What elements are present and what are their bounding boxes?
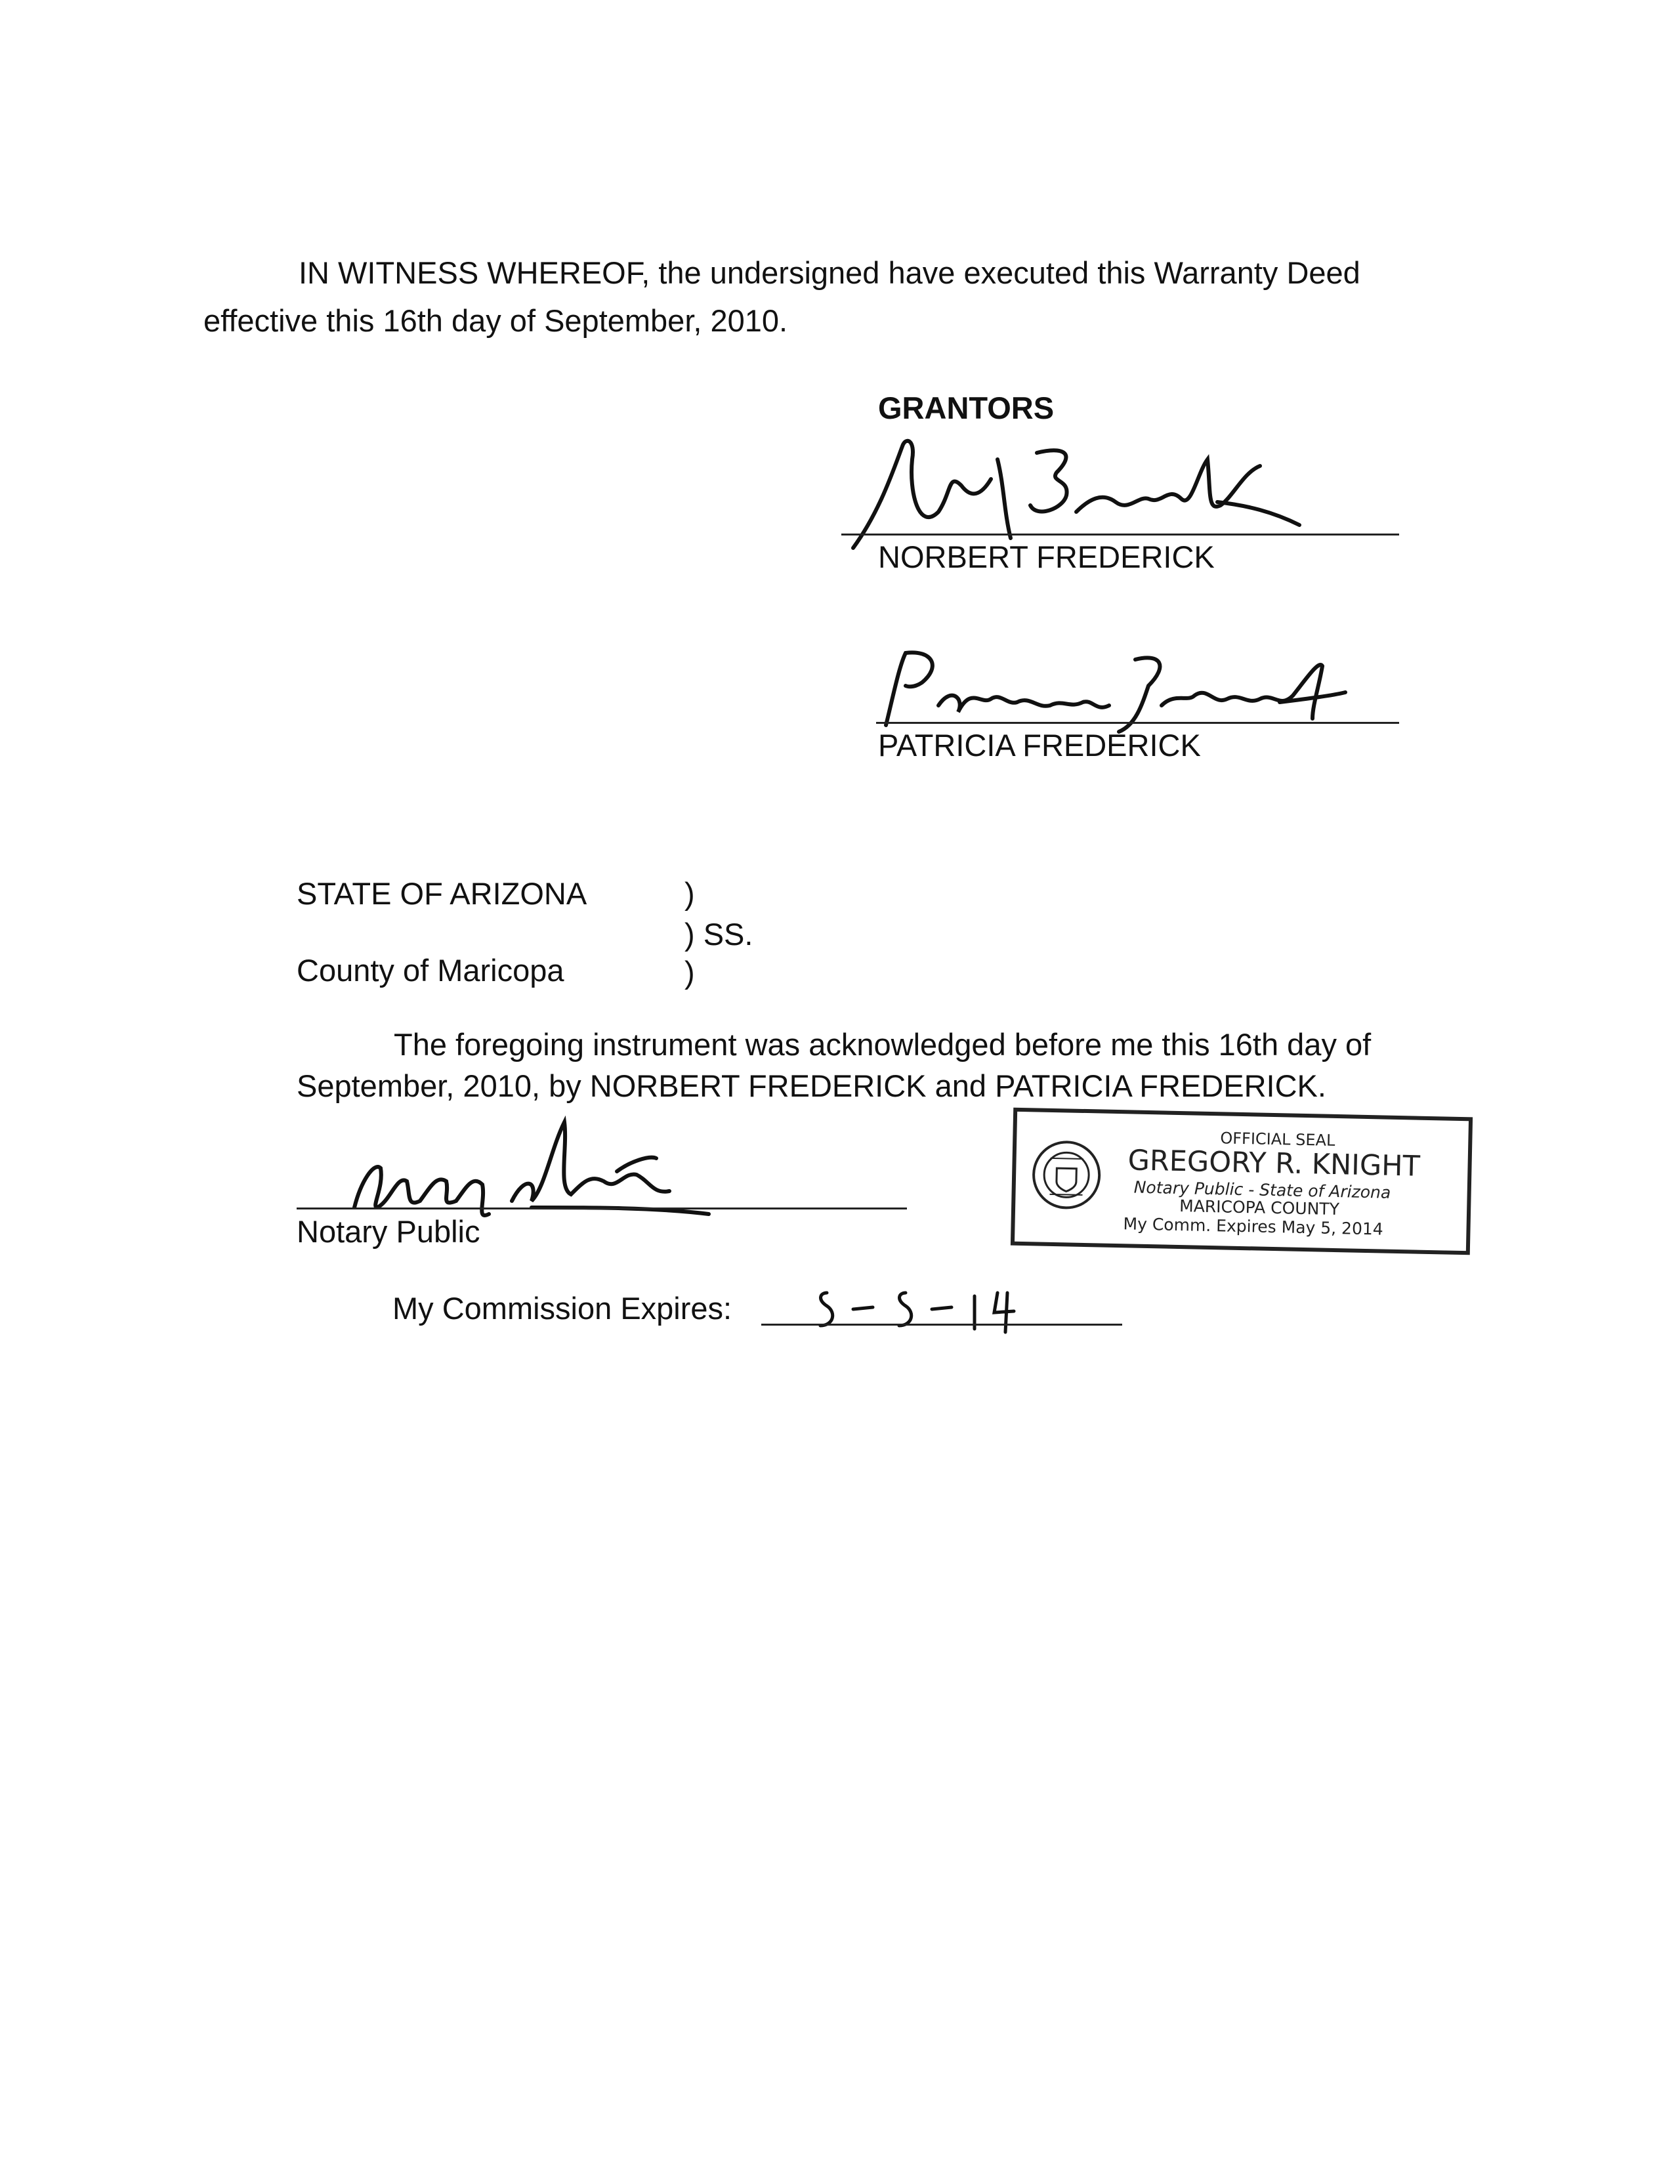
notary-label: Notary Public	[297, 1214, 480, 1249]
seal-county: MARICOPA COUNTY	[1179, 1196, 1340, 1219]
acknowledgment-line-1: The foregoing instrument was acknowledged before me this 16th day of	[394, 1027, 1372, 1062]
witness-line-1: IN WITNESS WHEREOF, the undersigned have executed this Warranty Deed	[299, 255, 1360, 290]
commission-date-handwritten	[807, 1280, 1057, 1339]
venue-ss: ) SS.	[684, 917, 753, 952]
venue-paren-bottom: )	[684, 955, 695, 990]
signer-name-patricia: PATRICIA FREDERICK	[878, 728, 1201, 763]
signature-line-patricia	[876, 722, 1399, 724]
signer-name-norbert: NORBERT FREDERICK	[878, 539, 1215, 574]
acknowledgment-line-2: September, 2010, by NORBERT FREDERICK and PATRICIA FREDERICK.	[297, 1068, 1326, 1103]
witness-line-2: effective this 16th day of September, 2010.	[203, 303, 788, 338]
commission-label: My Commission Expires:	[392, 1291, 732, 1326]
grantors-heading: GRANTORS	[878, 390, 1055, 425]
seal-heading: OFFICIAL SEAL	[1220, 1129, 1335, 1150]
commission-date-line	[761, 1324, 1122, 1326]
signature-line-notary	[297, 1208, 907, 1209]
signature-line-norbert	[841, 534, 1399, 536]
seal-expires: My Comm. Expires May 5, 2014	[1123, 1214, 1384, 1239]
seal-name: GREGORY R. KNIGHT	[1127, 1144, 1421, 1183]
venue-state: STATE OF ARIZONA	[297, 876, 587, 911]
seal-title: Notary Public - State of Arizona	[1133, 1177, 1391, 1202]
state-seal-icon	[1030, 1138, 1103, 1211]
venue-county: County of Maricopa	[297, 953, 564, 988]
official-seal-stamp	[1011, 1108, 1473, 1255]
venue-paren-top: )	[684, 876, 695, 911]
